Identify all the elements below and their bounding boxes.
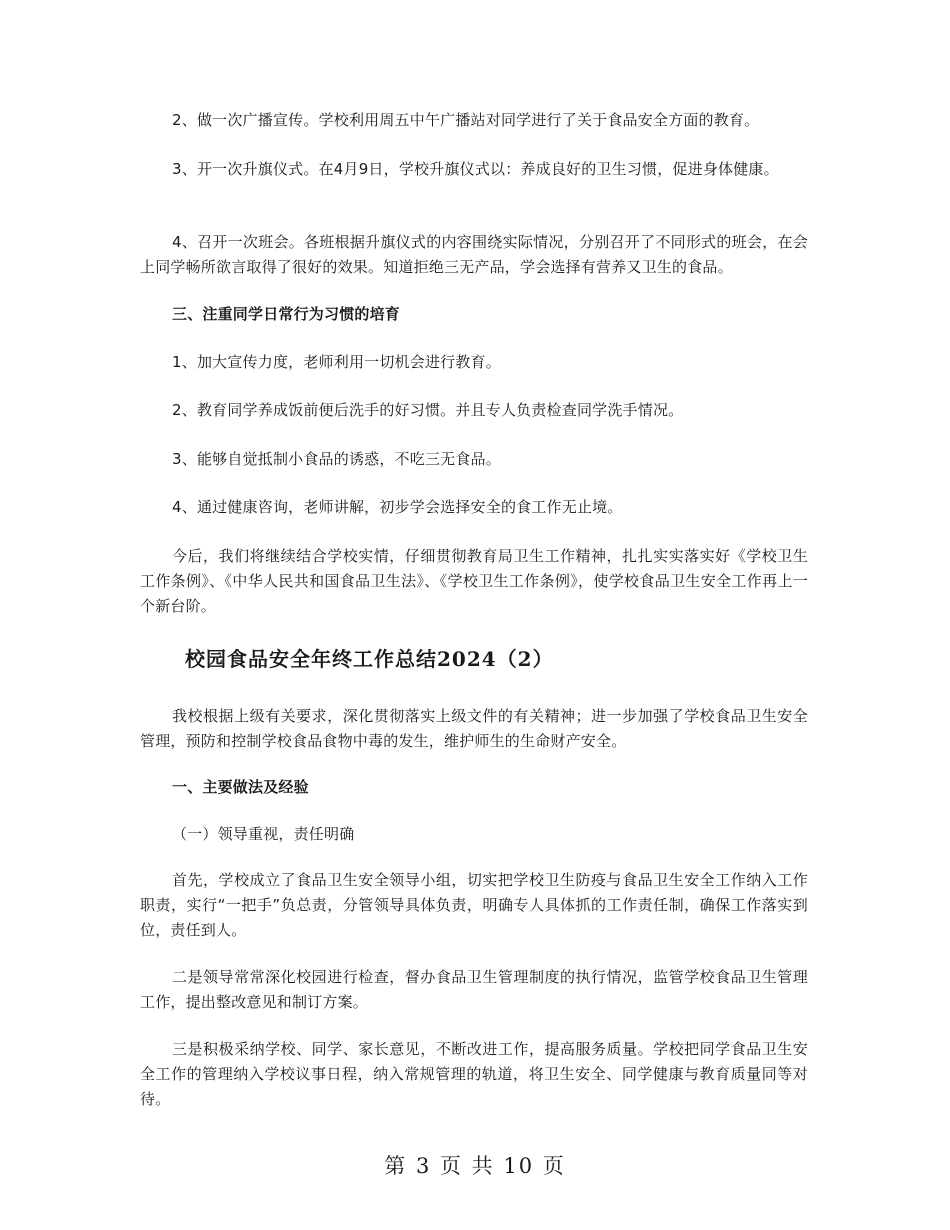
heading-habits: 三、注重同学日常行为习惯的培育	[172, 305, 401, 323]
paragraph-third: 三是积极采纳学校、同学、家长意见，不断改进工作，提高服务质量。学校把同学食品卫生安全工作的管理纳入学校议事日程，纳入常规管理的轨道，将卫生安全、同学健康与教育质量同等对待。	[140, 1040, 808, 1108]
paragraph-class-meeting: 4、召开一次班会。各班根据升旗仪式的内容围绕实际情况，分别召开了不同形式的班会，在会上同学畅所欲言取得了很好的效果。知道拒绝三无产品，学会选择有营养又卫生的食品。	[140, 233, 808, 276]
paragraph-flag-ceremony: 3、开一次升旗仪式。在4月9日，学校升旗仪式以：养成良好的卫生习惯，促进身体健康。	[172, 160, 779, 178]
paragraph-health-consult: 4、通过健康咨询，老师讲解，初步学会选择安全的食工作无止境。	[172, 498, 623, 516]
paragraph-first: 首先，学校成立了食品卫生安全领导小组，切实把学校卫生防疫与食品卫生安全工作纳入工作职责，实行“一把手”负总责，分管领导具体负责，明确专人具体抓的工作责任制，确保工作落实到位，责任到人。	[140, 871, 808, 939]
paragraph-future: 今后，我们将继续结合学校实情，仔细贯彻教育局卫生工作精神，扎扎实实落实好《学校卫生工作条例》、《中华人民共和国食品卫生法》、《学校卫生工作条例》，使学校食品卫生安全工作再上一个新台阶。	[140, 547, 808, 615]
heading-main-practices: 一、主要做法及经验	[172, 778, 309, 796]
subheading-leadership: （一）领导重视，责任明确	[172, 825, 355, 843]
paragraph-handwashing: 2、教育同学养成饭前便后洗手的好习惯。并且专人负责检查同学洗手情况。	[172, 401, 684, 419]
paragraph-snacks: 3、能够自觉抵制小食品的诱惑，不吃三无食品。	[172, 450, 501, 468]
paragraph-publicity: 1、加大宣传力度，老师利用一切机会进行教育。	[172, 353, 501, 371]
page-number-footer: 第 3 页 共 10 页	[384, 1154, 566, 1178]
paragraph-broadcast: 2、做一次广播宣传。学校利用周五中午广播站对同学进行了关于食品安全方面的教育。	[172, 111, 760, 129]
paragraph-intro: 我校根据上级有关要求，深化贯彻落实上级文件的有关精神；进一步加强了学校食品卫生安全管理，预防和控制学校食品食物中毒的发生，维护师生的生命财产安全。	[140, 707, 808, 750]
paragraph-second: 二是领导常常深化校园进行检查，督办食品卫生管理制度的执行情况，监管学校食品卫生管理工作，提出整改意见和制订方案。	[140, 968, 808, 1011]
section-title: 校园食品安全年终工作总结2024（2）	[185, 647, 554, 671]
